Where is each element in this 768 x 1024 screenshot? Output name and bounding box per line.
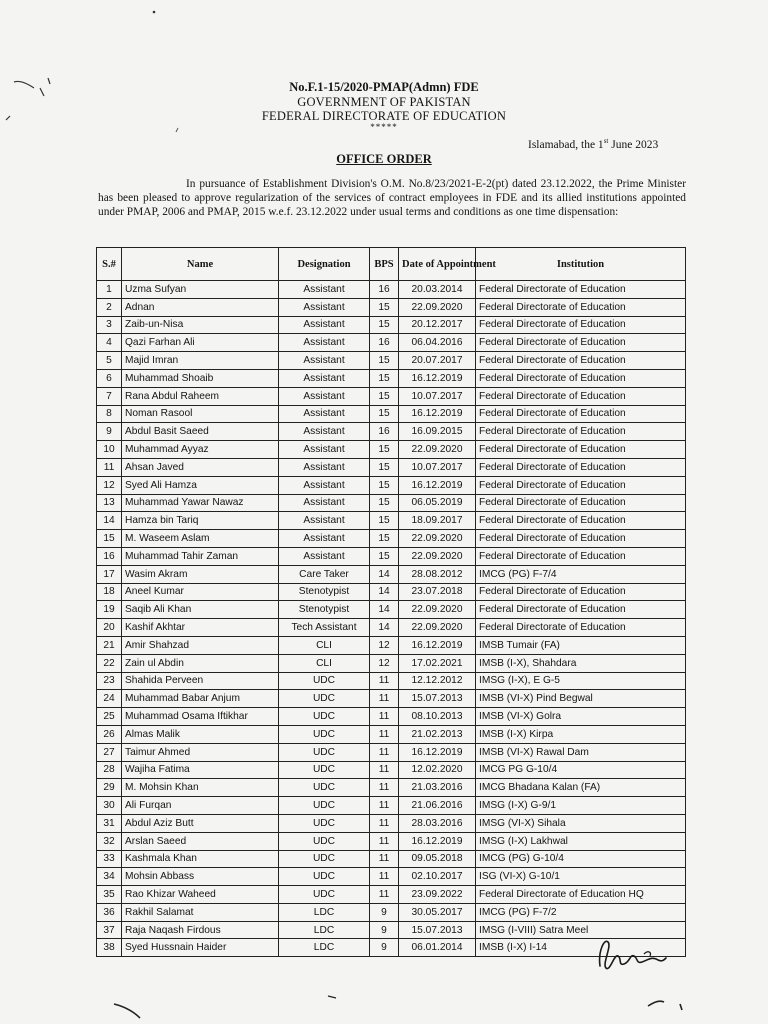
cell-date: 28.03.2016 <box>399 814 476 832</box>
cell-institution: Federal Directorate of Education <box>476 298 686 316</box>
cell-bps: 15 <box>370 441 399 459</box>
cell-date: 28.08.2012 <box>399 565 476 583</box>
cell-date: 16.12.2019 <box>399 636 476 654</box>
cell-date: 17.02.2021 <box>399 654 476 672</box>
cell-date: 22.09.2020 <box>399 601 476 619</box>
cell-institution: IMCG (PG) G-10/4 <box>476 850 686 868</box>
cell-date: 20.12.2017 <box>399 316 476 334</box>
cell-name: Zain ul Abdin <box>122 654 279 672</box>
cell-designation: Tech Assistant <box>279 619 370 637</box>
cell-institution: Federal Directorate of Education <box>476 281 686 299</box>
cell-bps: 14 <box>370 583 399 601</box>
cell-institution: IMSB (I-X), Shahdara <box>476 654 686 672</box>
cell-institution: Federal Directorate of Education <box>476 316 686 334</box>
cell-designation: Care Taker <box>279 565 370 583</box>
cell-bps: 15 <box>370 547 399 565</box>
cell-bps: 15 <box>370 512 399 530</box>
cell-name: Kashmala Khan <box>122 850 279 868</box>
cell-serial: 6 <box>97 369 122 387</box>
cell-bps: 12 <box>370 654 399 672</box>
cell-serial: 9 <box>97 423 122 441</box>
government-heading: GOVERNMENT OF PAKISTAN <box>297 95 471 109</box>
cell-date: 06.05.2019 <box>399 494 476 512</box>
cell-name: Almas Malik <box>122 725 279 743</box>
cell-institution: Federal Directorate of Education <box>476 619 686 637</box>
cell-bps: 15 <box>370 405 399 423</box>
cell-institution: Federal Directorate of Education <box>476 441 686 459</box>
dateline-place: Islamabad, the 1 <box>528 138 604 151</box>
cell-serial: 20 <box>97 619 122 637</box>
header-bps: BPS <box>370 248 399 281</box>
cell-name: Muhammad Osama Iftikhar <box>122 708 279 726</box>
cell-bps: 11 <box>370 708 399 726</box>
cell-serial: 11 <box>97 458 122 476</box>
cell-institution: Federal Directorate of Education <box>476 352 686 370</box>
cell-date: 08.10.2013 <box>399 708 476 726</box>
cell-name: Qazi Farhan Ali <box>122 334 279 352</box>
cell-institution: IMSB (VI-X) Pind Begwal <box>476 690 686 708</box>
cell-serial: 5 <box>97 352 122 370</box>
cell-institution: Federal Directorate of Education <box>476 423 686 441</box>
cell-serial: 13 <box>97 494 122 512</box>
cell-bps: 15 <box>370 494 399 512</box>
cell-institution: IMSG (VI-X) Sihala <box>476 814 686 832</box>
cell-institution: IMSG (I-VIII) Satra Meel <box>476 921 686 939</box>
cell-designation: UDC <box>279 672 370 690</box>
cell-serial: 38 <box>97 939 122 957</box>
cell-date: 02.10.2017 <box>399 868 476 886</box>
cell-name: Majid Imran <box>122 352 279 370</box>
cell-date: 09.05.2018 <box>399 850 476 868</box>
header-date: Date of Appointment <box>399 248 476 281</box>
cell-name: Muhammad Ayyaz <box>122 441 279 459</box>
cell-serial: 3 <box>97 316 122 334</box>
cell-bps: 14 <box>370 601 399 619</box>
cell-institution: Federal Directorate of Education <box>476 405 686 423</box>
cell-serial: 14 <box>97 512 122 530</box>
cell-name: Kashif Akhtar <box>122 619 279 637</box>
cell-name: Rao Khizar Waheed <box>122 886 279 904</box>
cell-serial: 26 <box>97 725 122 743</box>
cell-serial: 33 <box>97 850 122 868</box>
cell-date: 21.02.2013 <box>399 725 476 743</box>
cell-serial: 21 <box>97 636 122 654</box>
cell-designation: Assistant <box>279 476 370 494</box>
cell-bps: 15 <box>370 476 399 494</box>
cell-institution: Federal Directorate of Education <box>476 387 686 405</box>
cell-designation: UDC <box>279 886 370 904</box>
cell-serial: 15 <box>97 530 122 548</box>
cell-bps: 11 <box>370 725 399 743</box>
cell-date: 23.07.2018 <box>399 583 476 601</box>
cell-institution: Federal Directorate of Education <box>476 334 686 352</box>
cell-date: 22.09.2020 <box>399 441 476 459</box>
cell-serial: 7 <box>97 387 122 405</box>
cell-bps: 11 <box>370 814 399 832</box>
cell-bps: 15 <box>370 316 399 334</box>
cell-date: 20.03.2014 <box>399 281 476 299</box>
cell-date: 06.01.2014 <box>399 939 476 957</box>
dateline-suffix: st <box>603 137 609 145</box>
cell-bps: 15 <box>370 458 399 476</box>
cell-designation: LDC <box>279 939 370 957</box>
dateline-rest: June 2023 <box>608 138 659 151</box>
cell-serial: 24 <box>97 690 122 708</box>
cell-bps: 11 <box>370 868 399 886</box>
cell-serial: 29 <box>97 779 122 797</box>
cell-date: 10.07.2017 <box>399 387 476 405</box>
cell-institution: IMSG (I-X) Lakhwal <box>476 832 686 850</box>
cell-designation: UDC <box>279 832 370 850</box>
cell-designation: UDC <box>279 797 370 815</box>
cell-date: 20.07.2017 <box>399 352 476 370</box>
cell-date: 16.12.2019 <box>399 476 476 494</box>
cell-institution: Federal Directorate of Education <box>476 601 686 619</box>
order-title: OFFICE ORDER <box>336 152 432 166</box>
cell-institution: IMSB (VI-X) Golra <box>476 708 686 726</box>
cell-serial: 8 <box>97 405 122 423</box>
cell-designation: UDC <box>279 690 370 708</box>
cell-bps: 11 <box>370 779 399 797</box>
cell-institution: Federal Directorate of Education <box>476 530 686 548</box>
cell-institution: Federal Directorate of Education <box>476 512 686 530</box>
cell-serial: 1 <box>97 281 122 299</box>
cell-institution: Federal Directorate of Education <box>476 476 686 494</box>
cell-designation: Assistant <box>279 547 370 565</box>
cell-name: Amir Shahzad <box>122 636 279 654</box>
cell-designation: Assistant <box>279 423 370 441</box>
cell-designation: LDC <box>279 903 370 921</box>
cell-bps: 11 <box>370 832 399 850</box>
cell-institution: IMSB (VI-X) Rawal Dam <box>476 743 686 761</box>
cell-name: Muhammad Babar Anjum <box>122 690 279 708</box>
cell-bps: 15 <box>370 352 399 370</box>
cell-institution: Federal Directorate of Education <box>476 547 686 565</box>
cell-name: Ali Furqan <box>122 797 279 815</box>
cell-date: 22.09.2020 <box>399 530 476 548</box>
cell-designation: UDC <box>279 868 370 886</box>
cell-name: Arslan Saeed <box>122 832 279 850</box>
cell-name: Saqib Ali Khan <box>122 601 279 619</box>
cell-date: 06.04.2016 <box>399 334 476 352</box>
cell-bps: 11 <box>370 850 399 868</box>
cell-bps: 9 <box>370 921 399 939</box>
stars-divider: ***** <box>370 122 398 132</box>
header-institution: Institution <box>476 248 686 281</box>
order-body: In pursuance of Establishment Division's O.M. No.8/23/2021-E-2(pt) dated 23.12.2022, the Prime Minister has been pleased to approve regularization of the services of contract employees in FDE and its allied institutions appointed under PMAP, 2006 and PMAP, 2015 w.e.f. 23.12.2022 under usual terms and conditions as one time dispensation: <box>98 178 686 218</box>
cell-institution: IMSB (I-X) Kirpa <box>476 725 686 743</box>
cell-date: 22.09.2020 <box>399 619 476 637</box>
cell-serial: 10 <box>97 441 122 459</box>
cell-serial: 2 <box>97 298 122 316</box>
cell-designation: CLI <box>279 636 370 654</box>
cell-institution: IMCG (PG) F-7/2 <box>476 903 686 921</box>
cell-institution: IMSG (I-X) G-9/1 <box>476 797 686 815</box>
cell-designation: UDC <box>279 761 370 779</box>
cell-bps: 11 <box>370 743 399 761</box>
cell-serial: 16 <box>97 547 122 565</box>
cell-designation: Assistant <box>279 512 370 530</box>
cell-institution: IMSB Tumair (FA) <box>476 636 686 654</box>
cell-name: Ahsan Javed <box>122 458 279 476</box>
cell-designation: Assistant <box>279 387 370 405</box>
cell-serial: 28 <box>97 761 122 779</box>
cell-name: M. Mohsin Khan <box>122 779 279 797</box>
cell-designation: Assistant <box>279 405 370 423</box>
cell-bps: 14 <box>370 619 399 637</box>
cell-institution: IMSB (I-X) I-14 <box>476 939 686 957</box>
cell-name: Shahida Perveen <box>122 672 279 690</box>
cell-name: Taimur Ahmed <box>122 743 279 761</box>
cell-designation: Stenotypist <box>279 583 370 601</box>
cell-bps: 14 <box>370 565 399 583</box>
header-designation: Designation <box>279 248 370 281</box>
cell-name: Rana Abdul Raheem <box>122 387 279 405</box>
cell-date: 16.12.2019 <box>399 743 476 761</box>
cell-bps: 11 <box>370 797 399 815</box>
cell-name: Abdul Basit Saeed <box>122 423 279 441</box>
cell-institution: IMCG PG G-10/4 <box>476 761 686 779</box>
cell-bps: 9 <box>370 903 399 921</box>
cell-serial: 31 <box>97 814 122 832</box>
cell-date: 23.09.2022 <box>399 886 476 904</box>
cell-serial: 18 <box>97 583 122 601</box>
cell-designation: UDC <box>279 779 370 797</box>
cell-designation: Stenotypist <box>279 601 370 619</box>
cell-bps: 9 <box>370 939 399 957</box>
cell-date: 16.12.2019 <box>399 832 476 850</box>
cell-name: Hamza bin Tariq <box>122 512 279 530</box>
cell-designation: Assistant <box>279 281 370 299</box>
cell-bps: 15 <box>370 387 399 405</box>
cell-name: Adnan <box>122 298 279 316</box>
cell-bps: 11 <box>370 761 399 779</box>
cell-bps: 16 <box>370 334 399 352</box>
cell-institution: Federal Directorate of Education HQ <box>476 886 686 904</box>
cell-name: M. Waseem Aslam <box>122 530 279 548</box>
cell-designation: CLI <box>279 654 370 672</box>
cell-name: Uzma Sufyan <box>122 281 279 299</box>
cell-institution: IMCG Bhadana Kalan (FA) <box>476 779 686 797</box>
header-name: Name <box>122 248 279 281</box>
cell-serial: 19 <box>97 601 122 619</box>
cell-serial: 30 <box>97 797 122 815</box>
cell-bps: 16 <box>370 281 399 299</box>
cell-name: Mohsin Abbass <box>122 868 279 886</box>
cell-name: Wajiha Fatima <box>122 761 279 779</box>
cell-name: Muhammad Tahir Zaman <box>122 547 279 565</box>
cell-bps: 15 <box>370 530 399 548</box>
cell-name: Raja Naqash Firdous <box>122 921 279 939</box>
cell-designation: LDC <box>279 921 370 939</box>
header-serial: S.# <box>97 248 122 281</box>
reference-number: No.F.1-15/2020-PMAP(Admn) FDE <box>289 80 479 94</box>
cell-serial: 27 <box>97 743 122 761</box>
cell-name: Muhammad Yawar Nawaz <box>122 494 279 512</box>
cell-serial: 22 <box>97 654 122 672</box>
cell-bps: 15 <box>370 369 399 387</box>
cell-serial: 37 <box>97 921 122 939</box>
cell-name: Muhammad Shoaib <box>122 369 279 387</box>
cell-bps: 11 <box>370 672 399 690</box>
cell-designation: Assistant <box>279 530 370 548</box>
cell-date: 16.12.2019 <box>399 405 476 423</box>
cell-designation: UDC <box>279 814 370 832</box>
cell-institution: IMCG (PG) F-7/4 <box>476 565 686 583</box>
cell-name: Aneel Kumar <box>122 583 279 601</box>
cell-designation: UDC <box>279 743 370 761</box>
cell-institution: Federal Directorate of Education <box>476 458 686 476</box>
cell-institution: Federal Directorate of Education <box>476 494 686 512</box>
cell-date: 21.03.2016 <box>399 779 476 797</box>
cell-name: Rakhil Salamat <box>122 903 279 921</box>
cell-institution: IMSG (I-X), E G-5 <box>476 672 686 690</box>
cell-designation: UDC <box>279 708 370 726</box>
cell-designation: Assistant <box>279 316 370 334</box>
cell-name: Zaib-un-Nisa <box>122 316 279 334</box>
cell-name: Abdul Aziz Butt <box>122 814 279 832</box>
cell-date: 10.07.2017 <box>399 458 476 476</box>
cell-name: Syed Ali Hamza <box>122 476 279 494</box>
cell-designation: Assistant <box>279 458 370 476</box>
cell-name: Wasim Akram <box>122 565 279 583</box>
cell-bps: 12 <box>370 636 399 654</box>
cell-designation: Assistant <box>279 334 370 352</box>
cell-designation: UDC <box>279 850 370 868</box>
cell-serial: 35 <box>97 886 122 904</box>
cell-serial: 12 <box>97 476 122 494</box>
cell-institution: ISG (VI-X) G-10/1 <box>476 868 686 886</box>
cell-designation: Assistant <box>279 494 370 512</box>
cell-date: 16.09.2015 <box>399 423 476 441</box>
cell-bps: 15 <box>370 298 399 316</box>
cell-designation: Assistant <box>279 369 370 387</box>
cell-bps: 11 <box>370 690 399 708</box>
cell-date: 12.12.2012 <box>399 672 476 690</box>
cell-date: 22.09.2020 <box>399 298 476 316</box>
cell-designation: UDC <box>279 725 370 743</box>
cell-name: Syed Hussnain Haider <box>122 939 279 957</box>
cell-date: 30.05.2017 <box>399 903 476 921</box>
cell-date: 12.02.2020 <box>399 761 476 779</box>
cell-serial: 32 <box>97 832 122 850</box>
cell-bps: 16 <box>370 423 399 441</box>
cell-designation: Assistant <box>279 298 370 316</box>
cell-serial: 36 <box>97 903 122 921</box>
directorate-heading: FEDERAL DIRECTORATE OF EDUCATION <box>261 109 507 123</box>
cell-date: 21.06.2016 <box>399 797 476 815</box>
cell-serial: 17 <box>97 565 122 583</box>
cell-date: 15.07.2013 <box>399 921 476 939</box>
cell-designation: Assistant <box>279 441 370 459</box>
cell-date: 18.09.2017 <box>399 512 476 530</box>
cell-serial: 23 <box>97 672 122 690</box>
cell-bps: 11 <box>370 886 399 904</box>
cell-date: 16.12.2019 <box>399 369 476 387</box>
cell-designation: Assistant <box>279 352 370 370</box>
cell-date: 15.07.2013 <box>399 690 476 708</box>
cell-date: 22.09.2020 <box>399 547 476 565</box>
cell-institution: Federal Directorate of Education <box>476 583 686 601</box>
cell-institution: Federal Directorate of Education <box>476 369 686 387</box>
cell-serial: 4 <box>97 334 122 352</box>
cell-serial: 34 <box>97 868 122 886</box>
cell-serial: 25 <box>97 708 122 726</box>
cell-name: Noman Rasool <box>122 405 279 423</box>
